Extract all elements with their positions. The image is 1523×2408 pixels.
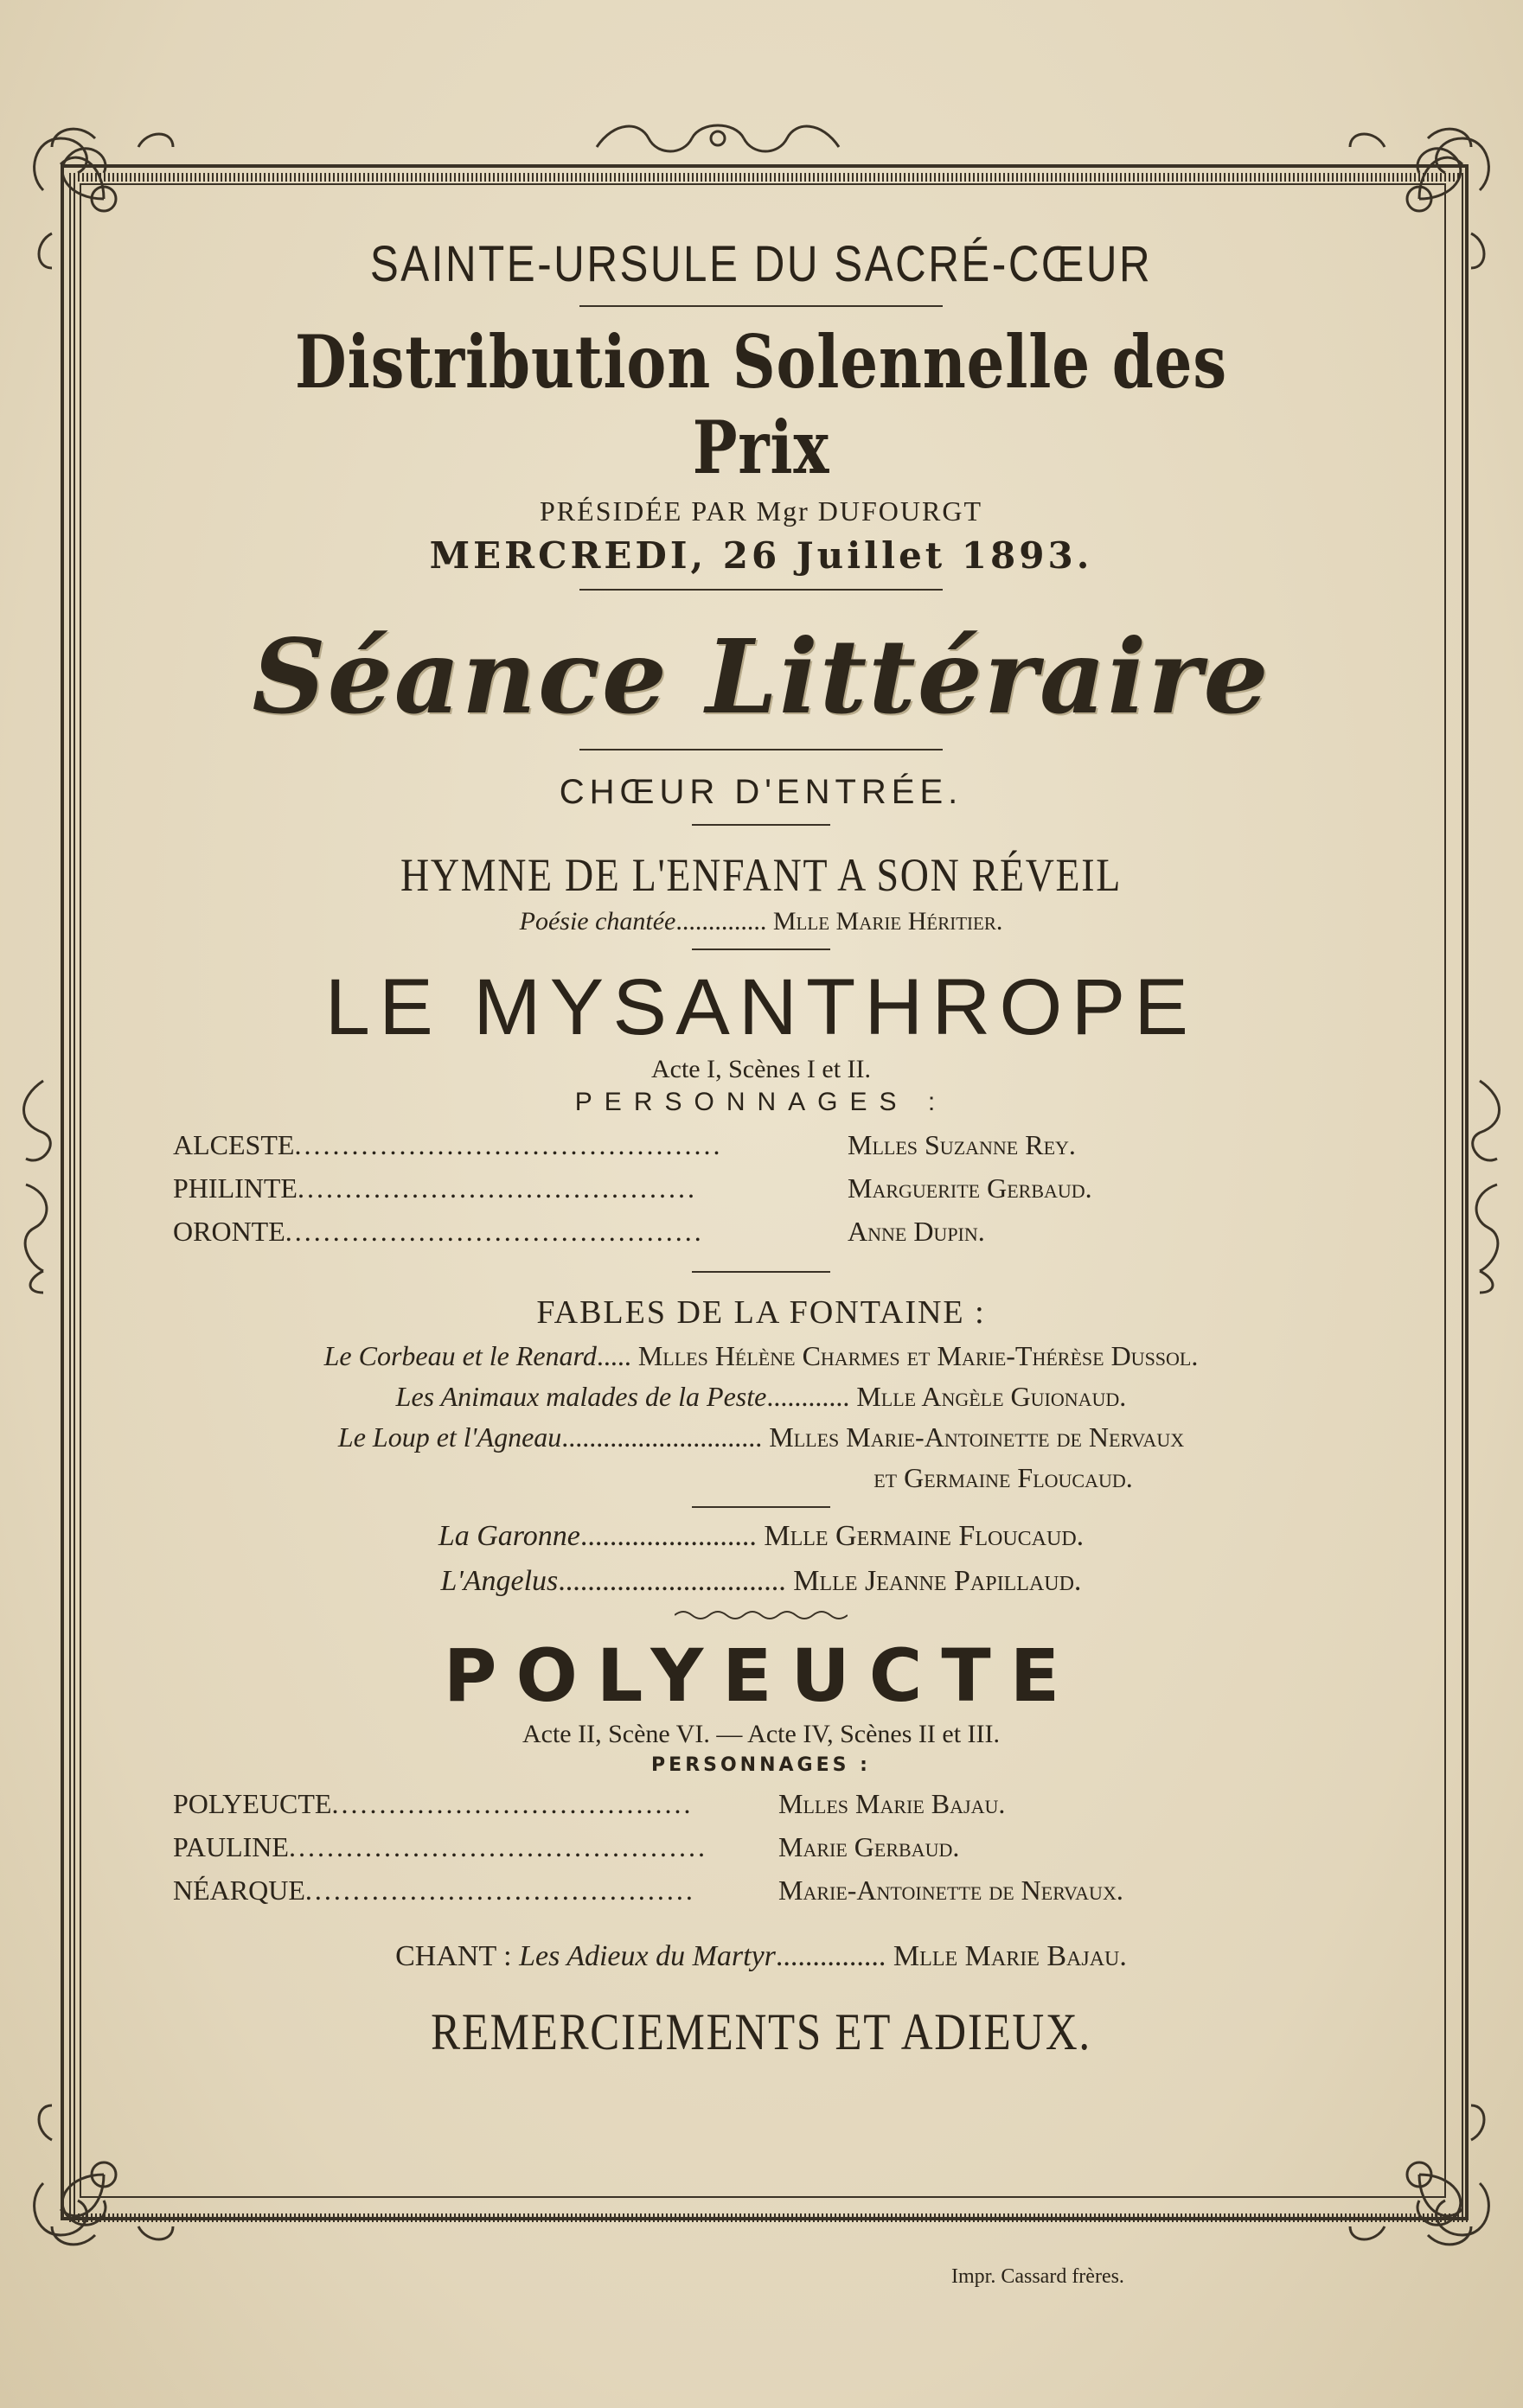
actor-name: Mlles Marie Bajau. — [778, 1788, 1006, 1819]
wave-divider-icon — [675, 1608, 848, 1622]
chant-item — [112, 1940, 1410, 1973]
role-name: PHILINTE — [173, 1172, 298, 1204]
leader-dots: ............... — [775, 1940, 886, 1972]
fable-item — [112, 1421, 1410, 1453]
hymne-performer: Mlle Marie Héritier. — [772, 907, 1003, 936]
actor-name: Anne Dupin. — [848, 1216, 985, 1247]
chant-performer: Mlle Marie Bajau. — [893, 1940, 1127, 1972]
fable-item — [112, 1340, 1410, 1372]
leader-dots: ............................................ — [285, 1216, 704, 1247]
divider — [579, 749, 943, 751]
side-flourish-icon — [1462, 1072, 1514, 1297]
leader-dots: .............. — [675, 907, 767, 936]
personnages-label: PERSONNAGES : — [574, 1088, 948, 1116]
leader-dots: ......................................... — [304, 1875, 695, 1906]
side-flourish-icon — [9, 1072, 61, 1297]
divider — [579, 305, 943, 307]
institution-name: SAINTE-URSULE DU SACRÉ-CŒUR — [369, 236, 1153, 292]
role-name: POLYEUCTE — [173, 1788, 332, 1819]
leader-dots: ............................... — [558, 1565, 786, 1597]
leader-dots: ........................ — [579, 1520, 757, 1552]
cast-row — [173, 1875, 1349, 1918]
actor-name: Marie-Antoinette de Nervaux. — [778, 1875, 1123, 1906]
personnages-label: PERSONNAGES : — [651, 1754, 871, 1776]
event-title: Distribution Solennelle des Prix — [295, 319, 1227, 490]
role-name: ALCESTE — [173, 1129, 295, 1160]
corner-ornament-icon — [1333, 2088, 1506, 2261]
chant-label: CHANT : — [395, 1940, 512, 1972]
fable-performer: Mlles Hélène Charmes et Marie-Thérèse Dussol. — [637, 1340, 1199, 1371]
leader-dots: ............................................ — [288, 1831, 707, 1862]
song-title: La Garonne — [438, 1520, 580, 1552]
choeur-entree: CHŒUR D'ENTRÉE. — [559, 773, 963, 811]
play-title-polyeucte: POLYEUCTE — [443, 1633, 1079, 1718]
song-item — [112, 1565, 1410, 1598]
divider — [692, 1506, 830, 1508]
leader-dots: .......................................... — [297, 1172, 697, 1204]
song-title: L'Angelus — [440, 1565, 559, 1597]
fable-item-continued — [112, 1462, 1410, 1494]
fables-heading: FABLES DE LA FONTAINE : — [536, 1294, 986, 1331]
fable-performer: et Germaine Floucaud. — [873, 1462, 1133, 1493]
seance-heading: Séance Littéraire — [252, 616, 1270, 737]
fable-performer: Mlles Marie-Antoinette de Nervaux — [769, 1421, 1185, 1453]
play-title-misanthrope: LE MYSANTHROPE — [324, 963, 1198, 1051]
song-item — [112, 1520, 1410, 1553]
cast-list-polyeucte — [173, 1788, 1349, 1918]
play-acts: Acte I, Scènes I et II. — [650, 1055, 872, 1083]
closing-line: REMERCIEMENTS ET ADIEUX. — [431, 2003, 1091, 2060]
divider — [579, 589, 943, 591]
divider — [692, 824, 830, 826]
role-name: PAULINE — [173, 1831, 289, 1862]
cast-row — [173, 1129, 1349, 1172]
top-flourish-icon — [588, 112, 848, 164]
cast-row — [173, 1172, 1349, 1216]
fable-title: Les Animaux malades de la Peste — [395, 1381, 767, 1412]
song-performer: Mlle Germaine Floucaud. — [764, 1520, 1085, 1552]
leader-dots: ...................................... — [331, 1788, 694, 1819]
chant-title: Les Adieux du Martyr — [519, 1940, 776, 1972]
divider — [692, 949, 830, 950]
play-acts: Acte II, Scène VI. — Acte IV, Scènes II et III. — [522, 1720, 1001, 1748]
event-date: MERCREDI, 26 Juillet 1893. — [429, 534, 1093, 577]
fable-title: Le Loup et l'Agneau — [337, 1421, 562, 1453]
hymne-title: HYMNE DE L'ENFANT A SON RÉVEIL — [400, 849, 1123, 901]
actor-name: Marguerite Gerbaud. — [848, 1172, 1092, 1204]
fable-item — [112, 1381, 1410, 1413]
cast-row — [173, 1216, 1349, 1259]
cast-row — [173, 1831, 1349, 1875]
leader-dots: ............ — [766, 1381, 850, 1412]
role-name: ORONTE — [173, 1216, 285, 1247]
leader-dots: ............................. — [561, 1421, 763, 1453]
corner-ornament-icon — [17, 2088, 190, 2261]
cast-row — [173, 1788, 1349, 1831]
actor-name: Marie Gerbaud. — [778, 1831, 960, 1862]
program-content — [112, 216, 1410, 2062]
leader-dots: ..... — [596, 1340, 631, 1371]
cast-list-misanthrope — [173, 1129, 1349, 1259]
presided-by: PRÉSIDÉE PAR Mgr DUFOURGT — [540, 495, 982, 527]
fable-performer: Mlle Angèle Guionaud. — [856, 1381, 1127, 1412]
actor-name: Mlles Suzanne Rey. — [848, 1129, 1076, 1160]
song-performer: Mlle Jeanne Papillaud. — [793, 1565, 1082, 1597]
hymne-genre: Poésie chantée — [519, 907, 676, 936]
divider — [692, 1271, 830, 1273]
leader-dots: ............................................. — [294, 1129, 723, 1160]
fable-title: Le Corbeau et le Renard — [323, 1340, 597, 1371]
printer-credit: Impr. Cassard frères. — [951, 2265, 1124, 2288]
hymne-credit — [112, 907, 1410, 936]
role-name: NÉARQUE — [173, 1875, 305, 1906]
